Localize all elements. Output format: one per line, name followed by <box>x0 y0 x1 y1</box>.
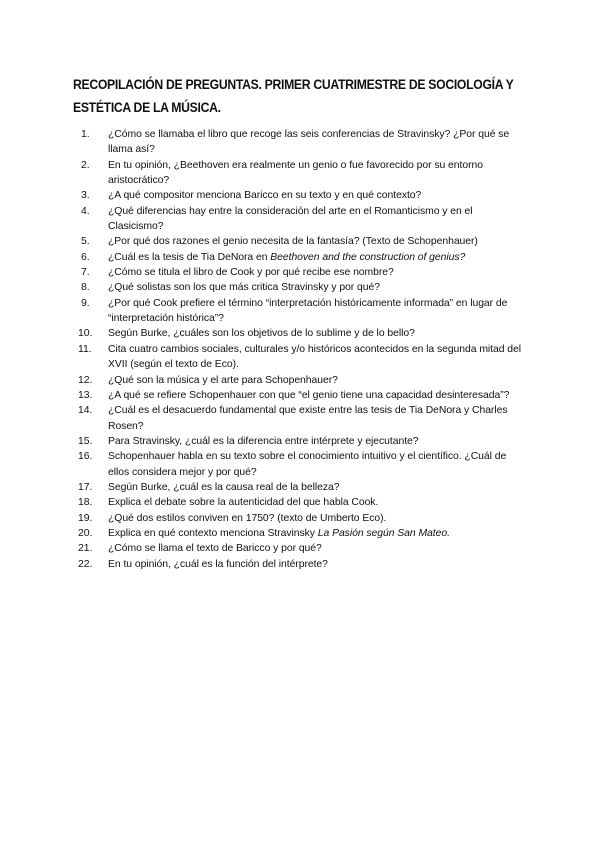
question-item <box>78 495 528 510</box>
question-item <box>78 480 528 495</box>
question-text: ¿Qué solistas son los que más critica Stravinsky y por qué? <box>108 282 380 294</box>
question-text: ¿Qué dos estilos conviven en 1750? (texto de Umberto Eco). <box>108 512 387 524</box>
question-number: 6. <box>81 251 90 263</box>
question-number: 11. <box>78 343 92 355</box>
question-item <box>78 373 528 388</box>
question-number: 12. <box>78 374 93 386</box>
question-text: Para Stravinsky, ¿cuál es la diferencia entre intérprete y ejecutante? <box>108 435 419 447</box>
question-text: ¿Cómo se titula el libro de Cook y por qué recibe ese nombre? <box>108 267 394 279</box>
question-text: Explica el debate sobre la autenticidad del que habla Cook. <box>108 497 379 509</box>
question-item <box>78 326 528 341</box>
question-text: ¿A qué compositor menciona Baricco en su texto y en qué contexto? <box>108 190 422 202</box>
question-item <box>81 188 528 203</box>
question-text: ¿A qué se refiere Schopenhauer con que “el genio tiene una capacidad desinteresada”? <box>108 389 510 401</box>
question-number: 20. <box>78 527 93 539</box>
question-text: ¿Qué diferencias hay entre la consideración del arte en el Romanticismo y en el Clasicismo? <box>108 205 473 233</box>
question-text: Schopenhauer habla en su texto sobre el conocimiento intuitivo y el científico. ¿Cuál de ellos considera mejor y por qué? <box>108 451 507 478</box>
question-number: 22. <box>78 558 93 570</box>
question-text: Cita cuatro cambios sociales, culturales y/o históricos acontecidos en la segunda mitad del XVII (según el texto de Eco). <box>108 343 522 371</box>
question-item <box>78 388 528 403</box>
question-text: ¿Cómo se llama el texto de Baricco y por qué? <box>108 543 322 555</box>
question-number: 5. <box>81 236 90 248</box>
question-number: 13. <box>78 389 93 401</box>
question-item <box>81 127 528 158</box>
question-item <box>81 204 528 235</box>
question-text: En tu opinión, ¿cuál es la función del intérprete? <box>108 558 328 570</box>
question-number: 7. <box>81 267 90 279</box>
question-item <box>78 434 528 449</box>
question-text: Según Burke, ¿cuáles son los objetivos de lo sublime y de lo bello? <box>108 328 415 340</box>
question-number: 15. <box>78 435 93 447</box>
question-number: 21. <box>78 543 93 555</box>
question-number: 10. <box>78 328 93 340</box>
question-item <box>81 250 528 265</box>
question-text: ¿Por qué dos razones el genio necesita de la fantasía? (Texto de Schopenhauer) <box>108 236 478 248</box>
question-number: 19. <box>78 512 93 524</box>
question-number: 4. <box>81 205 90 217</box>
question-item <box>81 158 528 189</box>
question-item <box>78 342 528 373</box>
question-item <box>81 296 528 327</box>
question-item <box>81 280 528 295</box>
question-number: 3. <box>81 190 90 202</box>
question-item <box>78 526 528 541</box>
question-text: ¿Por qué Cook prefiere el término “interpretación históricamente informada” en lugar de “interpretación histórica”? <box>108 297 508 325</box>
book-title: Beethoven and the construction of genius? <box>270 251 466 263</box>
question-text: Explica en qué contexto menciona Stravinsky <box>108 527 318 539</box>
question-number: 9. <box>81 297 90 309</box>
question-number: 17. <box>78 481 93 493</box>
question-text: Según Burke, ¿cuál es la causa real de la belleza? <box>108 481 340 493</box>
question-item <box>78 449 528 480</box>
question-number: 1. <box>81 129 90 140</box>
question-number: 2. <box>81 159 90 171</box>
question-item <box>78 557 528 572</box>
question-number: 16. <box>78 451 93 463</box>
question-item <box>78 541 528 556</box>
question-text: En tu opinión, ¿Beethoven era realmente un genio o fue favorecido por su entorno aristocrático? <box>108 159 483 187</box>
question-text: ¿Qué son la música y el arte para Schopenhauer? <box>108 374 338 386</box>
question-item <box>78 403 528 434</box>
question-number: 8. <box>81 282 90 294</box>
work-title: La Pasión según San Mateo. <box>317 527 450 539</box>
question-list <box>78 127 528 572</box>
question-item <box>81 265 528 280</box>
question-text: ¿Cuál es la tesis de Tia DeNora en <box>108 251 271 263</box>
question-item <box>81 234 528 249</box>
question-item <box>78 511 528 526</box>
question-number: 18. <box>78 497 93 509</box>
question-text: ¿Cómo se llamaba el libro que recoge las seis conferencias de Stravinsky? ¿Por qué se llama así? <box>108 129 510 156</box>
document-title: RECOPILACIÓN DE PREGUNTAS. PRIMER CUATRIMESTRE DE SOCIOLOGÍA Y ESTÉTICA DE LA MÚSICA. <box>73 77 514 116</box>
question-text: ¿Cuál es el desacuerdo fundamental que existe entre las tesis de Tia DeNora y Charles Rosen? <box>108 405 508 432</box>
question-number: 14. <box>78 405 93 417</box>
